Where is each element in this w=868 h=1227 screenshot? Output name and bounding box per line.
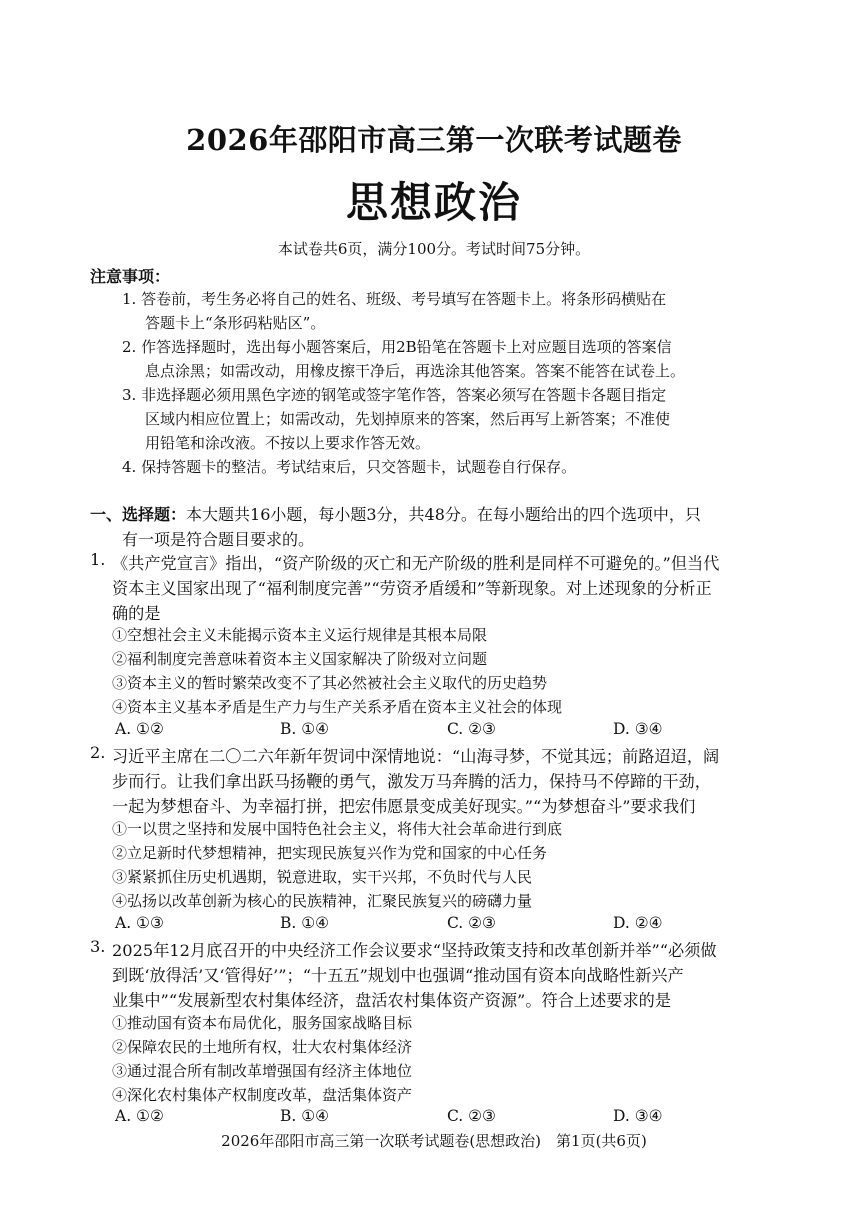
subject-title: 思想政治	[345, 178, 522, 227]
page-footer: 2026年邵阳市高三第一次联考试题卷(思想政治) 第1页(共6页)	[221, 1132, 647, 1150]
answer-option-a[interactable]: A. ①②	[115, 1107, 164, 1125]
section-heading	[90, 502, 701, 525]
notice-heading: 注意事项：	[90, 267, 171, 286]
exam-title: 2026年邵阳市高三第一次联考试题卷	[186, 123, 682, 157]
question-stem: 一起为梦想奋斗、为幸福打拼，把宏伟愿景变成美好现实。”“为梦想奋斗”要求我们	[112, 797, 696, 816]
answer-option-a[interactable]: A. ①③	[115, 914, 164, 932]
notice-line: 2. 作答选择题时，选出每小题答案后，用2B铅笔在答题卡上对应题目选项的答案信	[122, 338, 672, 356]
notice-line: 用铅笔和涂改液。不按以上要求作答无效。	[145, 434, 431, 452]
question-number: 1.	[90, 550, 106, 569]
question-number: 3.	[90, 937, 106, 956]
notice-line: 4. 保持答题卡的整洁。考试结束后，只交答题卡，试题卷自行保存。	[122, 458, 577, 476]
notice-line: 区域内相应位置上；如需改动，先划掉原来的答案，然后再写上新答案；不准使	[145, 410, 671, 428]
section-description-cont: 有一项是符合题目要求的。	[122, 530, 315, 549]
statement-item: ④资本主义基本矛盾是生产力与生产关系矛盾在资本主义社会的体现	[112, 698, 563, 716]
notice-line: 答题卡上“条形码粘贴区”。	[145, 314, 326, 332]
question-stem: 业集中”“发展新型农村集体经济，盘活农村集体资产资源”。符合上述要求的是	[112, 991, 672, 1010]
question-stem: 资本主义国家出现了“福利制度完善”“劳资矛盾缓和”等新现象。对上述现象的分析正	[112, 579, 712, 598]
section-label: 一、选择题：	[90, 505, 187, 524]
statement-item: ①空想社会主义未能揭示资本主义运行规律是其根本局限	[112, 626, 488, 644]
question-stem: 2025年12月底召开的中央经济工作会议要求“坚持政策支持和改革创新并举”“必须做	[112, 941, 717, 960]
statement-item: ①推动国有资本布局优化，服务国家战略目标	[112, 1014, 413, 1032]
question-number: 2.	[90, 743, 106, 762]
section-description: 本大题共16小题，每小题3分，共48分。在每小题给出的四个选项中，只	[186, 505, 701, 524]
question-stem: 习近平主席在二〇二六年新年贺词中深情地说：“山海寻梦，不觉其远；前路迢迢，阔	[112, 747, 720, 766]
answer-option-c[interactable]: C. ②③	[447, 1107, 496, 1125]
notice-line: 息点涂黑；如需改动，用橡皮擦干净后，再选涂其他答案。答案不能答在试卷上。	[145, 362, 686, 380]
statement-item: ③通过混合所有制改革增强国有经济主体地位	[112, 1062, 413, 1080]
question-stem: 确的是	[112, 604, 161, 623]
statement-item: ②福利制度完善意味着资本主义国家解决了阶级对立问题	[112, 650, 488, 668]
notice-line: 1. 答卷前，考生务必将自己的姓名、班级、考号填写在答题卡上。将条形码横贴在	[122, 290, 667, 308]
answer-option-a[interactable]: A. ①②	[115, 720, 164, 738]
answer-option-b[interactable]: B. ①④	[280, 720, 330, 738]
answer-option-b[interactable]: B. ①④	[280, 1107, 330, 1125]
statement-item: ④深化农村集体产权制度改革，盘活集体资产	[112, 1086, 413, 1104]
statement-item: ②立足新时代梦想精神，把实现民族复兴作为党和国家的中心任务	[112, 844, 548, 862]
answer-option-c[interactable]: C. ②③	[447, 720, 496, 738]
statement-item: ④弘扬以改革创新为核心的民族精神，汇聚民族复兴的磅礴力量	[112, 892, 533, 910]
answer-option-c[interactable]: C. ②③	[447, 914, 496, 932]
answer-option-d[interactable]: D. ③④	[613, 1107, 663, 1125]
exam-info: 本试卷共6页，满分100分。考试时间75分钟。	[277, 240, 591, 258]
statement-item: ③资本主义的暂时繁荣改变不了其必然被社会主义取代的历史趋势	[112, 674, 548, 692]
answer-option-d[interactable]: D. ②④	[613, 914, 663, 932]
statement-item: ③紧紧抓住历史机遇期，锐意进取，实干兴邦，不负时代与人民	[112, 868, 533, 886]
question-stem: 步而行。让我们拿出跃马扬鞭的勇气，激发万马奔腾的活力，保持马不停蹄的干劲，	[112, 772, 711, 791]
statement-item: ②保障农民的土地所有权，壮大农村集体经济	[112, 1038, 413, 1056]
notice-line: 3. 非选择题必须用黑色字迹的钢笔或签字笔作答，答案必须写在答题卡各题目指定	[122, 386, 667, 404]
question-stem: 《共产党宣言》指出，“资产阶级的灭亡和无产阶级的胜利是同样不可避免的。”但当代	[112, 554, 720, 573]
question-stem: 到既‘放得活’又‘管得好’”；“十五五”规划中也强调“推动国有资本向战略性新兴产	[112, 966, 684, 985]
answer-option-b[interactable]: B. ①④	[280, 914, 330, 932]
answer-option-d[interactable]: D. ③④	[613, 720, 663, 738]
statement-item: ①一以贯之坚持和发展中国特色社会主义，将伟大社会革命进行到底	[112, 820, 563, 838]
